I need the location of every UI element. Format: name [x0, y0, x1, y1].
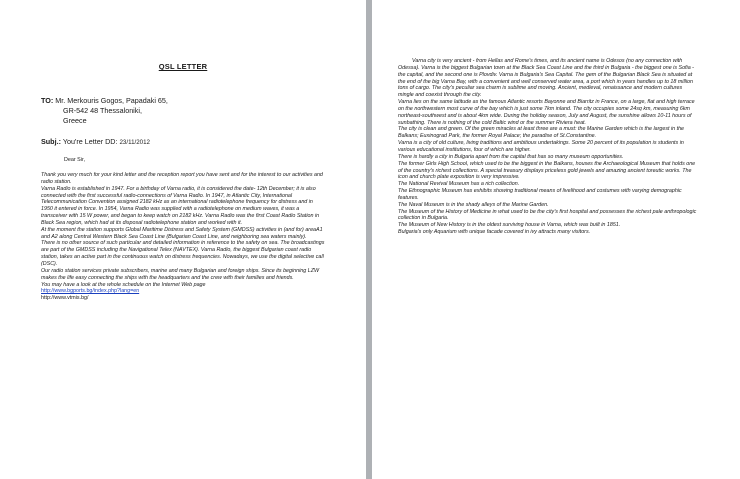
letter-body-left: [41, 172, 326, 302]
vtmis-url: http://www.vtmis.bg/: [41, 295, 89, 302]
body-paragraph: Varna Radio is established in 1947. For a birthday of Varna radio, it is considered the date- 12th December; it is also connected with the first successful radio-connections of Varna Radio. In 1947, in Atlantic City, International Telecommunication Convention assigned 2182 kHz as an international radiotelephone frequency for distress and in 1950 it entered in force. In 1954, Varna Radio was supplied with a radiotelephone on medium waves, it was a transceiver with 15 W power, and began to keep watch on 2182 kHz. Varna Radio was the first Coast Radio Station in Black Sea region, which had at its disposal radiotelephone station and worked with it.: [41, 185, 320, 226]
document-page-left: [0, 0, 366, 479]
recipient-line-1: [41, 96, 168, 106]
body-paragraph: Thank you very much for your kind letter and the reception report you have sent and for the interest to our activities and radio station.: [41, 172, 323, 185]
recipient-name-street: Mr. Merkouris Gogos, Papadaki 65,: [53, 96, 168, 105]
body-paragraph: Bulgaria's only Aquarium with unique facade covered in ivy attracts many visitors.: [398, 229, 591, 236]
subject-date: 23/11/2012: [119, 139, 150, 146]
body-paragraph: At the moment the station supports Global Maritime Distress and Safety System (GMDSS) activities in (and for) areaA1 and A2 along Central Western Black Sea Coast Line (Bulgarian Coast Line, and neighboring sea waters mainly).: [41, 226, 323, 240]
body-paragraph: There is no other source of such particular and detailed information in reference to the safety on sea. The broadcastings are part of the GMDSS including the Navigational Telex (NAVTEX). Varna Radio, the biggest Bulgarian coast radio station, takes an active part in the continuous watch on distress frequencies. Nowadays, we use the digital selective call (DSC).: [41, 240, 325, 267]
subject-line: [41, 137, 150, 146]
to-label: TO:: [41, 96, 54, 105]
body-paragraph: The National Revival Museum has a rich collection.: [398, 181, 520, 188]
letter-title: QSL LETTER: [158, 62, 208, 71]
subject-label: Subj.:: [41, 137, 61, 146]
recipient-city: GR-542 48 Thessaloniki,: [63, 106, 142, 115]
body-paragraph: The Ethnographic Museum has exhibits showing traditional means of livelihood and costumes with varying demographic features.: [398, 188, 682, 201]
body-paragraph: The Museum of the History of Medicine in what used to be the city's first hospital and possesses the richest pale anthropologic collection in Bulgaria.: [398, 208, 697, 222]
recipient-country: Greece: [63, 116, 87, 125]
body-paragraph: Our radio station services private subscribers, marine and many Bulgarian and foreign ships. Since its beginning LZW makes the life easy connecting the ships with the headquarters and the crew with their families and friends.: [41, 267, 320, 281]
recipient-block: [41, 96, 168, 126]
subject-text: You're Letter DD:: [60, 137, 120, 146]
body-paragraph: Varna city is very ancient - from Hellas and Rome's times, and its ancient name is Odesos (no any connection with Odessa). Varna is the biggest Bulgarian town at the Black Sea Coast Line and the third in Bulgaria - the biggest one is Sofia - the capital, and the second one is Plovdiv. Varna is Bulgaria's Sea Capital. The gem of the Bulgarian Black Sea is situated at the end of the big Varna Bay, with a convenient and well conserved water area, a port which in years handles up to 18 million tons of cargo. The city's peculiar sea charm is sublime and moving. Ancient, medieval, renaissance and modern cultures mingle and coexist through the city.: [398, 58, 694, 99]
bgports-link[interactable]: http://www.bgports.bg/index.php?lang=en: [41, 288, 140, 295]
body-paragraph: The city is clean and green. Of the green miracles at least three are a must: the Marine Garden which is the largest in the Balkans; Euxinograd Park, the former Royal Palace; the paradise of St.Constantine.: [398, 126, 685, 140]
body-paragraph: The former Girls High School, which used to be the biggest in the Balkans, houses the Archaeological Museum that holds one of the country's richest collections. A special treasury displays priceless gold jewels and amazing ancient toreutic works. The icon and church plate exposition is very impressive.: [398, 160, 696, 181]
body-paragraph: The Museum of New History is in the oldest surviving house in Varna, which was built in 1851.: [398, 222, 621, 229]
body-paragraph: You may have a look at the whole schedule on the Internet Web page: [41, 281, 206, 288]
body-paragraph: Varna lies on the same latitude as the famous Atlantic resorts Bayonne and Biarritz in France, on a large, flat and high terrace on the northwestern most curve of the bay which is just some 7km inland. The city occupies some 24sq km, measuring 6km northeast-southwest and is about 4km wide. During the holiday season, July and August, the sunshine allows 10-11 hours of sunbathing. There is nothing of the cold Baltic wind or the summer Riviera heat.: [398, 99, 695, 126]
body-paragraph: Varna is a city of old culture, living traditions and ambitious undertakings. Some 20 percent of its population is students in various educational institutions, four of which are higher.: [398, 140, 684, 153]
greeting: Dear Sir,: [64, 157, 85, 163]
letter-body-right: [398, 58, 698, 236]
body-paragraph: There is hardly a city in Bulgaria apart from the capital that has so many museum opportunities.: [398, 153, 624, 160]
body-paragraph: The Naval Museum is in the shady alleys of the Marine Garden.: [398, 201, 549, 208]
